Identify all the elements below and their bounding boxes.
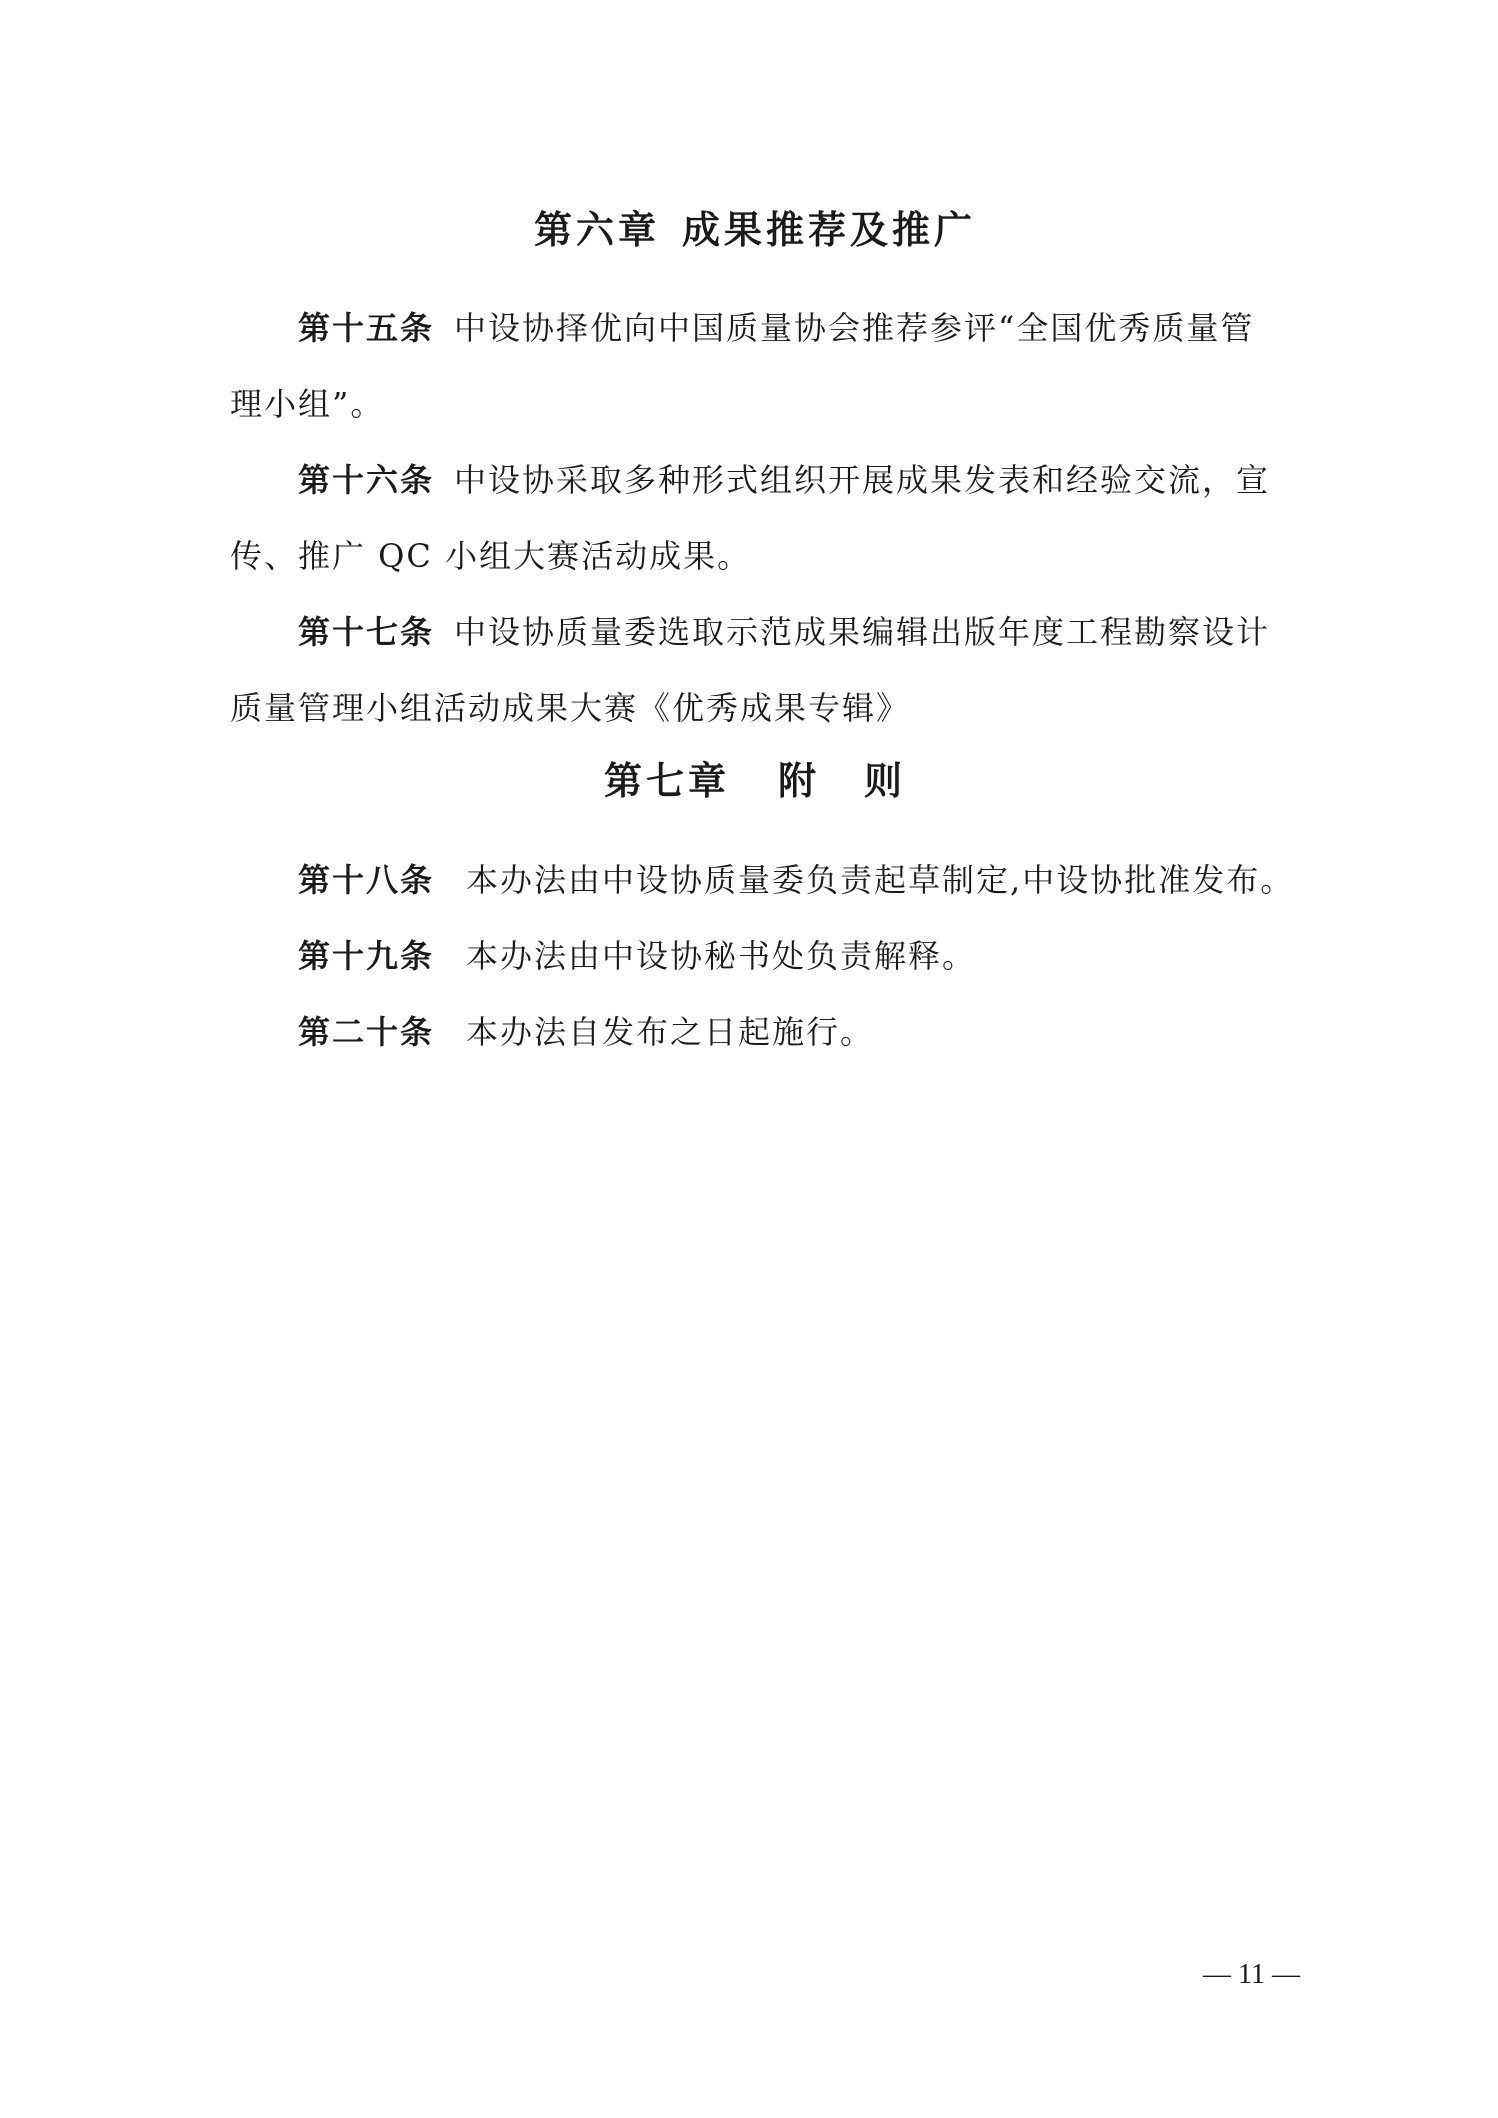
article-20 bbox=[230, 994, 1282, 1070]
article-16-text-line2: 传、推广 QC 小组大赛活动成果。 bbox=[230, 537, 752, 575]
article-17-text-line1: 中设协质量委选取示范成果编辑出版年度工程勘察设计 bbox=[454, 613, 1271, 651]
article-19-text: 本办法由中设协秘书处负责解释。 bbox=[466, 937, 977, 975]
article-17 bbox=[230, 594, 1282, 746]
article-18-text: 本办法由中设协质量委负责起草制定,中设协批准发布。 bbox=[466, 861, 1295, 899]
chapter-6-title: 成果推荐及推广 bbox=[682, 208, 977, 252]
article-15-label: 第十五条 bbox=[298, 309, 435, 347]
article-19 bbox=[230, 918, 1282, 994]
chapter-7-title-char1: 附 bbox=[777, 759, 820, 803]
article-18 bbox=[230, 842, 1295, 918]
article-15-text-line2: 理小组”。 bbox=[230, 385, 385, 423]
article-20-text: 本办法自发布之日起施行。 bbox=[466, 1013, 875, 1051]
chapter-6-heading bbox=[230, 205, 1280, 255]
chapter-7-number: 第七章 bbox=[603, 759, 730, 803]
article-19-label: 第十九条 bbox=[298, 937, 435, 975]
article-16 bbox=[230, 442, 1282, 594]
chapter-6-number: 第六章 bbox=[533, 208, 660, 252]
article-17-label: 第十七条 bbox=[298, 613, 435, 651]
article-16-text-line1: 中设协采取多种形式组织开展成果发表和经验交流，宣 bbox=[454, 461, 1271, 499]
article-15 bbox=[230, 290, 1282, 442]
article-16-label: 第十六条 bbox=[298, 461, 435, 499]
article-15-text-line1: 中设协择优向中国质量协会推荐参评“全国优秀质量管 bbox=[454, 309, 1255, 347]
article-20-label: 第二十条 bbox=[298, 1013, 435, 1051]
article-18-label: 第十八条 bbox=[298, 861, 435, 899]
article-17-text-line2: 质量管理小组活动成果大赛《优秀成果专辑》 bbox=[230, 689, 911, 727]
chapter-7-heading bbox=[230, 756, 1280, 806]
page-number: — 11 — bbox=[1203, 1959, 1300, 1990]
chapter-7-title-char2: 则 bbox=[864, 759, 907, 803]
